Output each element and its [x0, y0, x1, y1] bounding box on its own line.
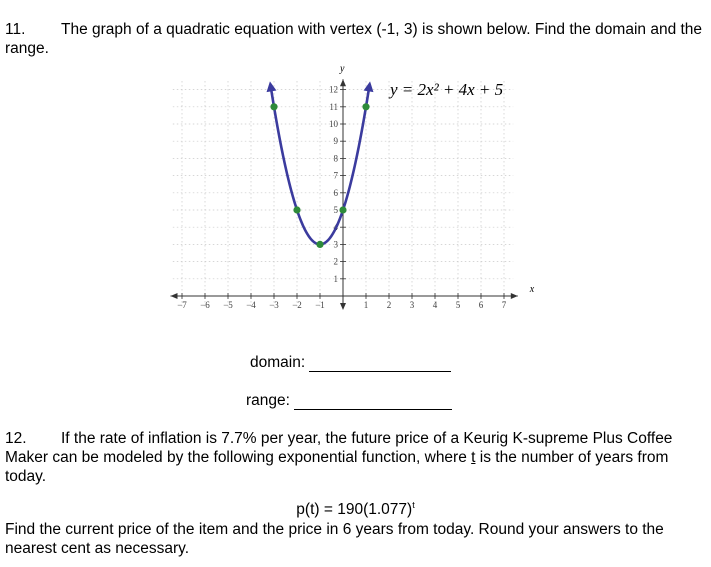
- y-tick-label: 12: [329, 84, 338, 95]
- y-tick-label: 7: [333, 170, 338, 181]
- x-tick-label: −4: [246, 300, 256, 310]
- y-axis-arrow-down: [340, 303, 346, 310]
- x-tick-label: 7: [501, 300, 507, 310]
- exponential-function: [0, 500, 711, 519]
- range-answer-blank[interactable]: [294, 395, 452, 410]
- x-tick-label: 4: [432, 300, 438, 310]
- y-axis-label: y: [340, 63, 345, 75]
- x-tick-label: 2: [386, 300, 392, 310]
- data-point: [270, 103, 277, 110]
- data-point: [339, 206, 346, 213]
- question-12-number: 12.: [5, 430, 27, 447]
- question-11-number: 11.: [5, 21, 26, 38]
- domain-answer-blank[interactable]: [309, 357, 451, 372]
- quadratic-graph: [165, 63, 535, 318]
- y-axis-arrow-up: [340, 79, 346, 86]
- x-tick-label: −7: [177, 300, 187, 310]
- x-axis-arrow-right: [511, 293, 518, 299]
- y-tick-label: 2: [333, 256, 338, 267]
- x-axis-label: x: [529, 284, 535, 295]
- x-tick-label: 6: [478, 300, 484, 310]
- equation-label: y = 2x² + 4x + 5: [390, 80, 504, 99]
- y-tick-label: 3: [333, 239, 338, 250]
- data-point: [316, 241, 323, 248]
- curve-arrowhead: [364, 81, 374, 92]
- x-tick-label: −6: [200, 300, 210, 310]
- data-point: [293, 206, 300, 213]
- question-11-text: The graph of a quadratic equation with vertex (-1, 3) is shown below. Find the domain and the range.: [5, 21, 703, 57]
- y-tick-label: 9: [333, 136, 338, 147]
- x-tick-label: 1: [363, 300, 369, 310]
- data-point: [362, 103, 369, 110]
- curve-arrowhead: [267, 81, 277, 92]
- y-tick-label: 5: [333, 205, 338, 215]
- x-tick-label: −3: [269, 300, 279, 310]
- x-tick-label: 3: [409, 300, 415, 310]
- variable-t: t: [471, 449, 476, 466]
- x-tick-label: −5: [223, 300, 233, 310]
- y-tick-label: 4: [333, 222, 338, 233]
- y-tick-label: 10: [329, 119, 338, 129]
- x-tick-label: −1: [315, 300, 325, 310]
- question-12-text-a: If the rate of inflation is 7.7% per year, the future price of a Keurig K-supreme Plus Coffee Maker can be modeled by the following exponential function, where: [5, 430, 673, 466]
- y-tick-label: 11: [329, 101, 338, 112]
- graph-ticks: [177, 85, 507, 310]
- y-tick-label: 1: [333, 273, 338, 284]
- graph-axes: [171, 63, 535, 310]
- domain-label: domain:: [250, 354, 306, 371]
- y-tick-label: 6: [333, 187, 338, 198]
- range-answer-row: [246, 392, 452, 410]
- question-11: [5, 20, 705, 58]
- y-tick-label: 8: [333, 153, 338, 164]
- x-tick-label: −2: [292, 300, 302, 310]
- x-axis-arrow-left: [171, 293, 178, 299]
- question-12-text-b: is the number of years from today.: [5, 449, 669, 485]
- question-12-instructions: Find the current price of the item and the price in 6 years from today. Round your answers to the nearest cent as necessary.: [5, 521, 664, 557]
- domain-answer-row: [250, 354, 451, 372]
- question-12: [5, 429, 705, 486]
- x-tick-label: 5: [455, 300, 461, 310]
- function-base: p(t) = 190(1.077): [296, 501, 413, 519]
- range-label: range:: [246, 392, 290, 409]
- function-exponent: t: [412, 500, 415, 510]
